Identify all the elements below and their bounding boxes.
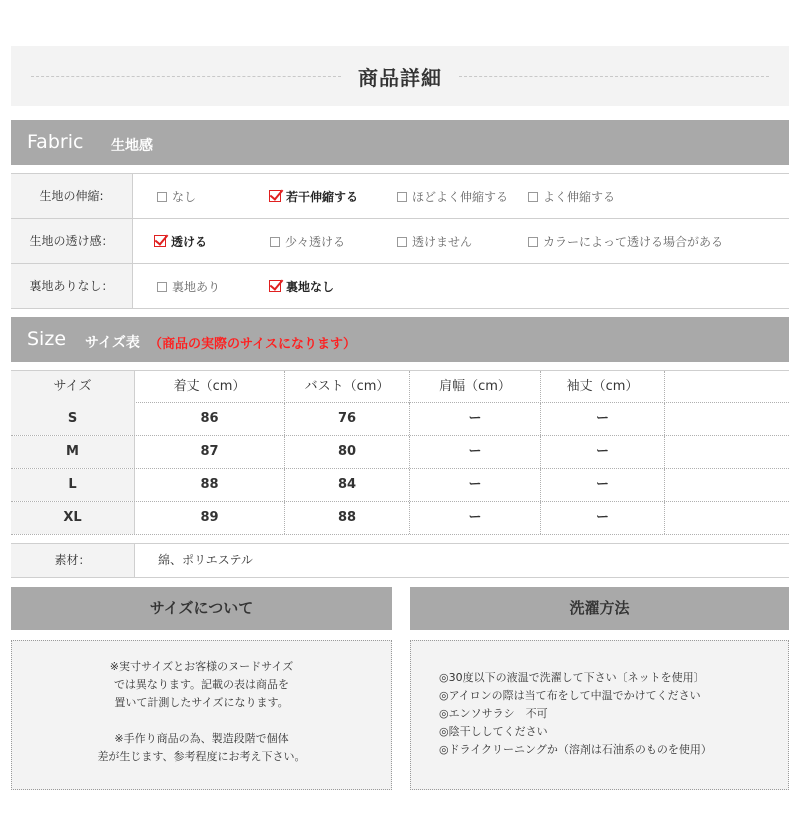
option-lined: 裏地あり [157, 278, 220, 295]
size-table-header [11, 370, 789, 403]
size-label: M [11, 436, 135, 468]
about-size-header: サイズについて [11, 587, 392, 630]
size-label: L [11, 469, 135, 501]
column-header: 着丈（cm） [135, 371, 285, 403]
material-label: 素材： [11, 544, 135, 577]
option-high-stretch: よく伸縮する [528, 188, 615, 205]
table-row [11, 403, 789, 436]
option-sheer: 透ける [154, 233, 207, 250]
column-header: 袖丈（cm） [541, 371, 665, 403]
about-size-line: ※手作り商品の為、製造段階で個体 [114, 732, 289, 745]
table-row [11, 469, 789, 502]
fabric-row-sheer [11, 219, 789, 264]
checkbox-icon [528, 237, 538, 247]
washing-line: ◎エンソサラシ 不可 [439, 707, 548, 720]
about-size-body [11, 640, 392, 790]
option-not-sheer: 透けません [397, 233, 472, 250]
table-row [11, 436, 789, 469]
table-cell: ー [541, 436, 665, 468]
divider [459, 76, 769, 77]
table-cell: 84 [285, 469, 410, 501]
fabric-row-label: 生地の伸縮: [11, 174, 133, 218]
checkbox-icon [397, 192, 407, 202]
option-unlined: 裏地なし [269, 278, 334, 295]
fabric-row-stretch [11, 174, 789, 219]
fabric-table [11, 173, 789, 309]
size-header-note: （商品の実際のサイスになります） [149, 337, 356, 352]
table-cell: ー [541, 403, 665, 435]
checkbox-icon [157, 192, 167, 202]
table-cell: ー [410, 502, 541, 534]
spacer [12, 712, 391, 730]
washing-line: ◎30度以下の液温で洗濯して下さい〔ネットを使用〕 [439, 671, 705, 684]
material-row [11, 543, 789, 578]
page-title: 商品詳細 [358, 66, 442, 90]
checked-checkbox-icon [154, 235, 166, 247]
table-cell: ー [541, 469, 665, 501]
washing-header: 洗濯方法 [410, 587, 789, 630]
table-cell [665, 469, 789, 501]
checkbox-icon [157, 282, 167, 292]
option-slight-stretch: 若干伸縮する [269, 188, 358, 205]
checkbox-icon [397, 237, 407, 247]
material-value: 綿、ポリエステル [158, 553, 253, 567]
size-label: S [11, 403, 135, 435]
option-moderate-stretch: ほどよく伸縮する [397, 188, 508, 205]
about-size-line: 差が生じます、参考程度にお考え下さい。 [97, 750, 306, 763]
fabric-row-label: 生地の透け感： [11, 219, 133, 263]
about-size-line: 置いて計測したサイズになります。 [114, 696, 289, 709]
washing-line: ◎ドライクリーニングか（溶剤は石油系のものを使用） [439, 743, 712, 756]
table-cell: 80 [285, 436, 410, 468]
option-none: なし [157, 188, 196, 205]
about-size-line: では異なります。記載の表は商品を [113, 678, 290, 691]
table-row [11, 502, 789, 535]
checked-checkbox-icon [269, 190, 281, 202]
washing-line: ◎陰干ししてください [439, 725, 548, 738]
option-slightly-sheer: 少々透ける [270, 233, 345, 250]
size-table [11, 370, 789, 535]
checked-checkbox-icon [269, 280, 281, 292]
size-header-en: Size [27, 328, 67, 350]
checkbox-icon [528, 192, 538, 202]
table-cell: 88 [285, 502, 410, 534]
section-title-bar [11, 46, 789, 106]
column-header: サイズ [11, 371, 135, 403]
table-cell: 89 [135, 502, 285, 534]
washing-body [410, 640, 789, 790]
table-cell: ー [541, 502, 665, 534]
table-cell [665, 403, 789, 435]
fabric-header [11, 120, 789, 165]
about-size-line: ※実寸サイズとお客様のヌードサイズ [109, 660, 294, 673]
table-cell [665, 436, 789, 468]
checkbox-icon [270, 237, 280, 247]
column-header: バスト（cm） [285, 371, 410, 403]
fabric-header-jp: 生地感 [111, 138, 153, 154]
table-cell [665, 502, 789, 534]
size-header-jp: サイズ表 [85, 335, 140, 351]
column-header [665, 371, 789, 403]
table-cell: 86 [135, 403, 285, 435]
size-label: XL [11, 502, 135, 534]
table-cell: ー [410, 403, 541, 435]
table-cell: 76 [285, 403, 410, 435]
size-header [11, 317, 789, 362]
column-header: 肩幅（cm） [410, 371, 541, 403]
table-cell: ー [410, 469, 541, 501]
table-cell: 88 [135, 469, 285, 501]
option-sheer-by-color: カラーによって透ける場合がある [528, 233, 723, 250]
fabric-row-label: 裏地ありなし： [11, 264, 133, 308]
fabric-row-lining [11, 264, 789, 309]
washing-line: ◎アイロンの際は当て布をして中温でかけてください [439, 689, 701, 702]
fabric-header-en: Fabric [27, 131, 84, 153]
table-cell: 87 [135, 436, 285, 468]
table-cell: ー [410, 436, 541, 468]
